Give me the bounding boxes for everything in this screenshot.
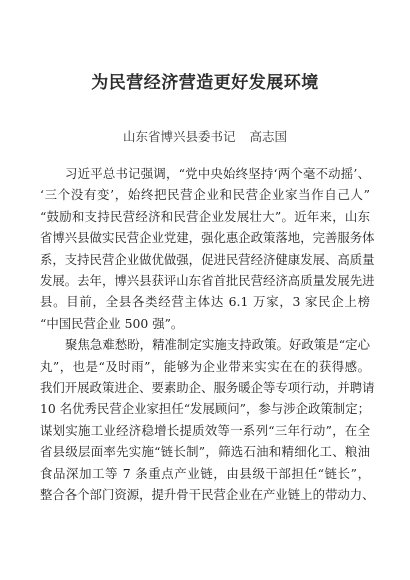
article-body [40, 163, 375, 506]
paragraph-line: 我们开展政策进企、要素助企、服务暖企等专项行动，并聘请 [40, 380, 375, 396]
paragraph-line: 省博兴县做实民营企业党建，强化惠企政策落地，完善服务体 [40, 230, 375, 246]
paragraph-line: 丸”，也是“及时雨”，能够为企业带来实实在在的获得感。 [40, 358, 370, 374]
paragraph-line: 省县级层面率先实施“链长制”，筛选石油和精细化工、粮油 [40, 444, 370, 460]
paragraph-2 [40, 334, 375, 505]
paragraph-line: “中国民营企业 500 强”。 [40, 315, 184, 331]
author-title: 山东省博兴县委书记 [122, 129, 236, 144]
paragraph-line: 聚焦急难愁盼，精准制定实施支持政策。好政策是“定心 [65, 337, 370, 353]
paragraph-line: 县。目前，全县各类经营主体达 6.1 万家，3 家民企上榜 [40, 294, 370, 310]
paragraph-line: 习近平总书记强调，“党中央始终坚持‘两个毫不动摇’、 [65, 166, 370, 181]
byline [40, 129, 370, 145]
paragraph-line: 10 名优秀民营企业家担任“发展顾问”，参与涉企政策制定； [40, 401, 370, 417]
paragraph-line: “鼓励和支持民营经济和民营企业发展壮大”。近年来，山东 [40, 208, 370, 224]
paragraph-line: 发展。去年，博兴县获评山东省首批民营经济高质量发展先进 [40, 273, 375, 289]
paragraph-line: 谋划实施工业经济稳增长提质效等一系列“三年行动”，在全 [40, 422, 370, 438]
author-name: 高志国 [249, 129, 288, 144]
paragraph-line: 系，支持民营企业做优做强，促进民营经济健康发展、高质量 [40, 251, 375, 267]
paragraph-line: 整合各个部门资源，提升骨干民营企业在产业链上的带动力、 [40, 487, 375, 503]
paragraph-line: ‘三个没有变’，始终把民营企业和民营企业家当作自己人” [40, 187, 370, 203]
paragraph-line: 食品深加工等 7 条重点产业链，由县级干部担任“链长”， [40, 465, 370, 481]
article-title: 为民营经济营造更好发展环境 [91, 73, 319, 93]
paragraph-1 [40, 163, 375, 334]
